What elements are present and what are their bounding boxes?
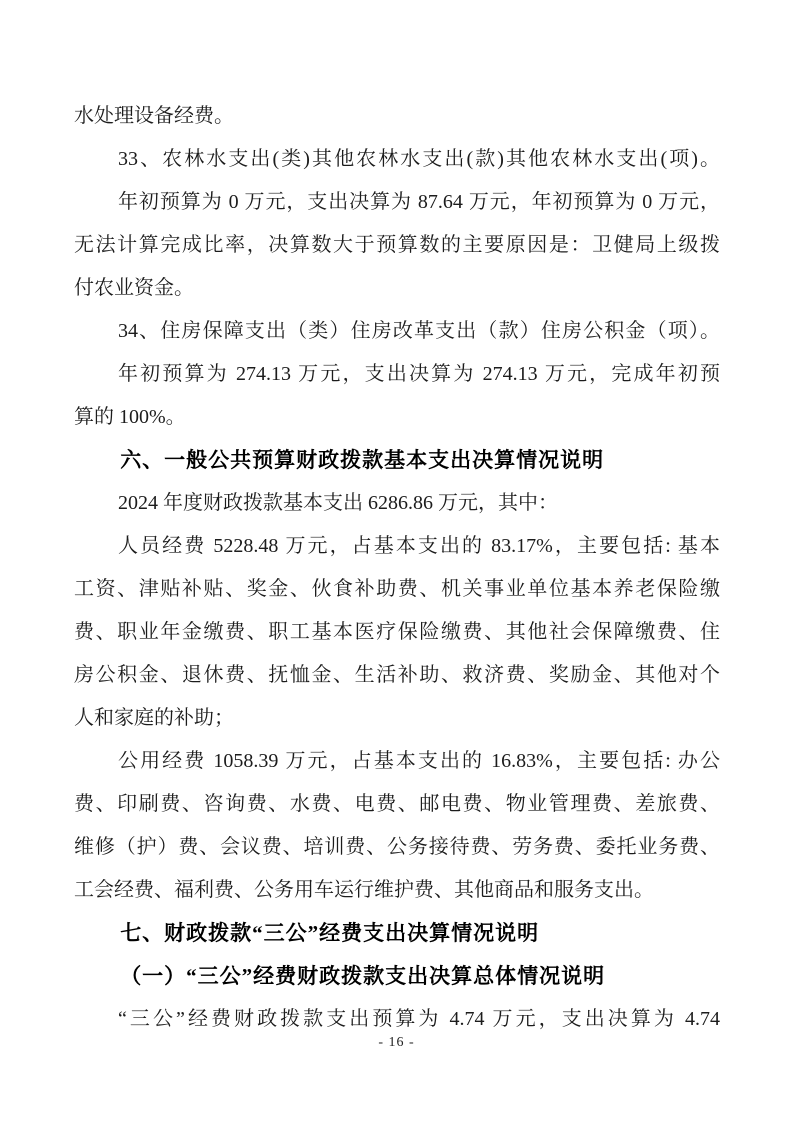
document-body xyxy=(74,95,720,1041)
doc-line-2-item-33: 33、农林水支出(类)其他农林水支出(款)其他农林水支出(项)。 xyxy=(118,148,720,170)
doc-line-10: 2024 年度财政拨款基本支出 6286.86 万元，其中： xyxy=(118,492,558,514)
doc-line-14: 房公积金、退休费、抚恤金、生活补助、救济费、奖励金、其他对个 xyxy=(74,664,720,686)
doc-line-4: 无法计算完成比率，决算数大于预算数的主要原因是：卫健局上级拨 xyxy=(74,234,720,256)
doc-line-13: 费、职业年金缴费、职工基本医疗保险缴费、其他社会保障缴费、住 xyxy=(74,621,720,643)
doc-line-17: 费、印刷费、咨询费、水费、电费、邮电费、物业管理费、差旅费、 xyxy=(74,793,720,815)
page-number: - 16 - xyxy=(378,1035,415,1050)
heading-section-seven: 七、财政拨款“三公”经费支出决算情况说明 xyxy=(120,921,540,945)
doc-line-1: 水处理设备经费。 xyxy=(74,105,234,127)
doc-line-19: 工会经费、福利费、公务用车运行维护费、其他商品和服务支出。 xyxy=(74,879,654,901)
heading-section-seven-1: （一）“三公”经费财政拨款支出决算总体情况说明 xyxy=(120,964,606,988)
doc-line-11: 人员经费 5228.48 万元，占基本支出的 83.17%，主要包括: 基本 xyxy=(118,535,720,557)
doc-line-3: 年初预算为 0 万元，支出决算为 87.64 万元，年初预算为 0 万元， xyxy=(118,191,720,213)
heading-section-six: 六、一般公共预算财政拨款基本支出决算情况说明 xyxy=(120,448,605,472)
doc-line-15: 人和家庭的补助； xyxy=(74,707,234,729)
doc-line-22: “三公”经费财政拨款支出预算为 4.74 万元，支出决算为 4.74 xyxy=(118,1008,720,1030)
doc-line-8: 算的 100%。 xyxy=(74,406,186,428)
doc-line-18: 维修（护）费、会议费、培训费、公务接待费、劳务费、委托业务费、 xyxy=(74,836,720,858)
doc-line-7: 年初预算为 274.13 万元，支出决算为 274.13 万元，完成年初预 xyxy=(118,363,720,385)
doc-line-5: 付农业资金。 xyxy=(74,277,194,299)
doc-line-6-item-34: 34、住房保障支出（类）住房改革支出（款）住房公积金（项）。 xyxy=(118,320,720,342)
doc-line-12: 工资、津贴补贴、奖金、伙食补助费、机关事业单位基本养老保险缴 xyxy=(74,578,720,600)
doc-line-16: 公用经费 1058.39 万元，占基本支出的 16.83%，主要包括: 办公 xyxy=(118,750,720,772)
